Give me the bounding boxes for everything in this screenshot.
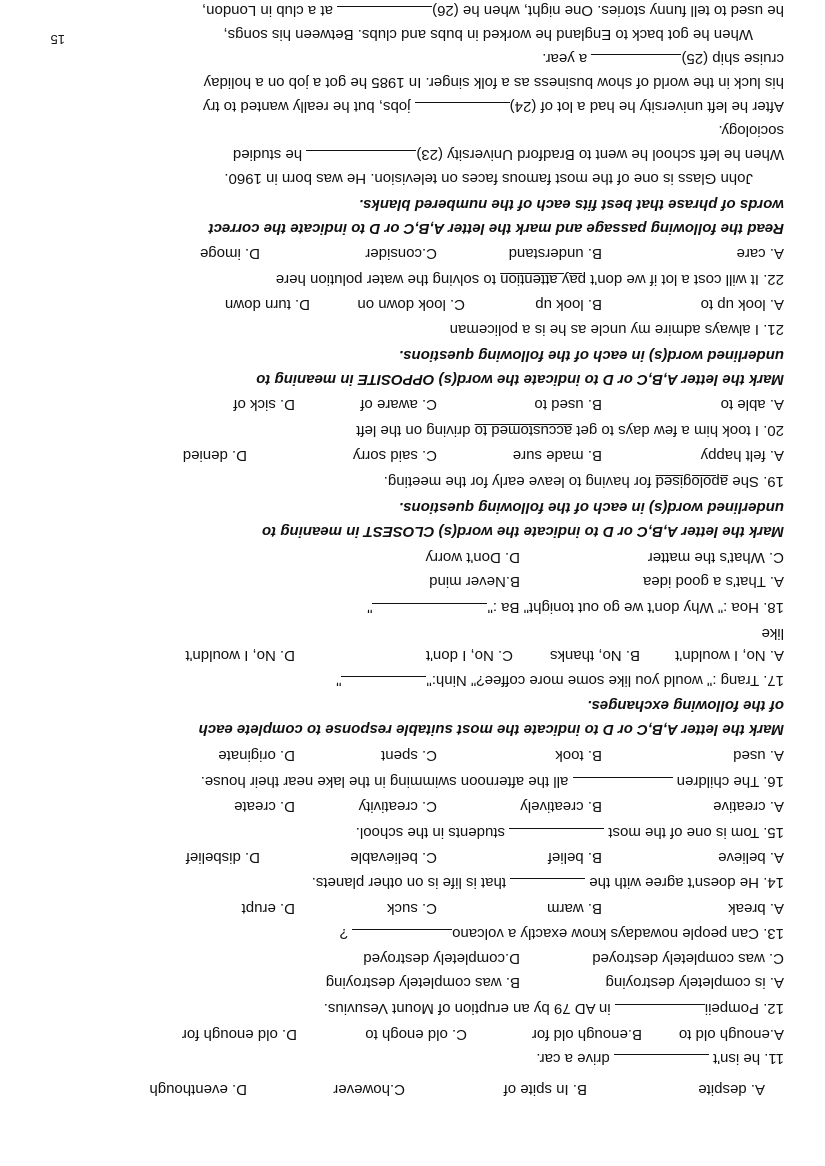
passage-line-3: sociology. [718, 122, 784, 139]
option-b: B. took [555, 747, 602, 764]
answer-blank [510, 878, 585, 891]
option-c: C. believable [350, 849, 437, 866]
section-heading-exchanges-2: of the following exchanges. [587, 697, 784, 714]
option-a: A. able to [720, 396, 784, 413]
answer-blank [372, 603, 487, 616]
question-20: 20. I took him a few days to get accustomed to driving on the left [356, 422, 784, 439]
question-15: 15. Tom is one of the most students in the school. [355, 824, 784, 841]
option-b: B. In spite of [503, 1081, 587, 1098]
passage-line-1: John Glass is one of the most famous faces on television. He was born in 1960. [224, 170, 753, 187]
option-a: A. is completely destroying [605, 974, 784, 991]
option-b: B. was completely destroying [325, 974, 520, 991]
option-d: D. denied [182, 447, 247, 464]
option-c: C. old enogh to [365, 1026, 467, 1043]
option-d: D. sick of [233, 396, 295, 413]
option-a: A. creative [713, 798, 784, 815]
answer-blank [509, 828, 604, 841]
option-d: D. imoge [199, 245, 260, 262]
option-a: A. care [736, 245, 784, 262]
question-13: 13. Can people nowadays know exactly a volcano ? [339, 925, 784, 942]
answer-blank [352, 929, 452, 942]
q17-wrap: like [761, 625, 784, 642]
passage-line-2: When he left school he went to Bradford University (23) he studied [232, 146, 784, 163]
answer-blank-26 [337, 6, 432, 19]
option-d: D.completely destroyed [363, 950, 520, 967]
option-c: C. No, I don't [425, 647, 513, 664]
question-21: 21. I always admire my uncle as he is a policeman [449, 321, 784, 338]
option-c: C. creativity [358, 798, 437, 815]
option-d: D. erupt [241, 900, 295, 917]
section-heading-opposite: Mark the letter A,B,C or D to indicate the word(s) OPPOSITE in meaning to [256, 371, 784, 388]
option-d: D. eventhough [149, 1081, 247, 1098]
question-14: 14. He doesn't agree with the that is life is on other planets. [311, 874, 784, 891]
option-c: C. was completely destroyed [592, 950, 784, 967]
section-heading-opposite-2: underlined word(s) in each of the following questions. [398, 347, 784, 364]
option-d: D. disbelief [185, 849, 260, 866]
section-heading-closest-2: underlined word(s) in each of the following questions. [398, 499, 784, 516]
page-number: 15 [50, 32, 65, 47]
option-c: C.consider [365, 245, 437, 262]
option-b: B. creatively [520, 798, 602, 815]
question-17: 17. Trang :" would you like some more coffee?" Ninh:"" [336, 672, 784, 689]
question-12: 12. Pompeii in AD 79 by an eruption of Mount Vesuvius. [323, 1000, 784, 1017]
option-c: C. suck [386, 900, 437, 917]
answer-blank [614, 1054, 709, 1067]
option-b: B. look up [535, 296, 602, 313]
question-11: 11. he isn't drive a car. [536, 1050, 784, 1067]
section-heading-passage-2: words of phrase that best fits each of the numbered blanks. [358, 196, 784, 213]
option-c: C. said sorry [352, 447, 437, 464]
option-d: D. Don't worry [425, 549, 520, 566]
section-heading-exchanges: Mark the letter A,B,C or D to indicate the most suitable response to complete each [198, 721, 784, 738]
option-c: C. aware of [360, 396, 437, 413]
question-22: 22. It will cost a lot if we don't pay attention to solving the water polution here [275, 271, 784, 288]
passage-line-7: When he got back to England he worked in bubs and clubs. Between his songs, [223, 26, 753, 43]
answer-blank-23 [306, 150, 416, 163]
option-a: A. used [733, 747, 784, 764]
question-18: 18. Hoa :" Why don't we go out tonight" Ba :"" [367, 599, 784, 616]
answer-blank [615, 1004, 705, 1017]
option-c: C. look down on [357, 296, 465, 313]
option-b: B. belief [547, 849, 602, 866]
option-b: B. warm [546, 900, 602, 917]
option-b: B.Never mind [429, 573, 520, 590]
passage-line-6: cruise ship (25) a year. [542, 50, 784, 67]
passage-line-8: he used to tell funny stories. One night, when he (26) at a club in London, [202, 2, 784, 19]
question-16: 16. The children all the afternoon swimming in the lake near their house. [200, 773, 784, 790]
option-d: D. old enough for [181, 1026, 297, 1043]
option-a: A. felt happy [700, 447, 784, 464]
passage-line-5: his luck in the world of show business as a folk singer. In 1985 he got a job on a holiday [203, 74, 784, 91]
question-19: 19. She apologised for having to leave early for the meeting. [383, 473, 784, 490]
option-b: B. used to [534, 396, 602, 413]
answer-blank [573, 777, 673, 790]
option-c: C. What's the matter [647, 549, 784, 566]
option-d: D. create [234, 798, 295, 815]
option-c: C. spent [381, 747, 437, 764]
option-a: A. believe [718, 849, 784, 866]
option-b: B. understand [508, 245, 602, 262]
option-d: D. originate [218, 747, 295, 764]
passage-line-4: After he left university he had a lot of (24) jobs, but he really wanted to try [202, 98, 784, 115]
option-d: D. No, I wouldn't [185, 647, 295, 664]
answer-blank-25 [591, 54, 681, 67]
option-b: B. No, thanks [549, 647, 640, 664]
section-heading-closest: Mark the letter A,B,C or D to indicate the word(s) CLOSEST in meaning to [262, 523, 784, 540]
underlined-word: apologised [655, 473, 729, 490]
option-b: B.enough old for [531, 1026, 642, 1043]
option-a: A.enough old to [678, 1026, 784, 1043]
option-c: C.however [333, 1081, 405, 1098]
option-a: A. That's a good idea [642, 573, 784, 590]
option-a: A. despite [698, 1081, 765, 1098]
answer-blank-24 [415, 102, 510, 115]
option-a: A. look up to [700, 296, 784, 313]
option-b: B. made sure [512, 447, 602, 464]
section-heading-passage: Read the following passage and mark the letter A,B,C or D to indicate the correct [208, 220, 784, 237]
underlined-word: pay attention [500, 271, 587, 288]
answer-blank [341, 676, 426, 689]
underlined-word: accustomed to [474, 422, 573, 439]
option-d: D. turn down [224, 296, 310, 313]
option-a: A. No, I wouldn't [675, 647, 784, 664]
option-a: A. break [728, 900, 784, 917]
